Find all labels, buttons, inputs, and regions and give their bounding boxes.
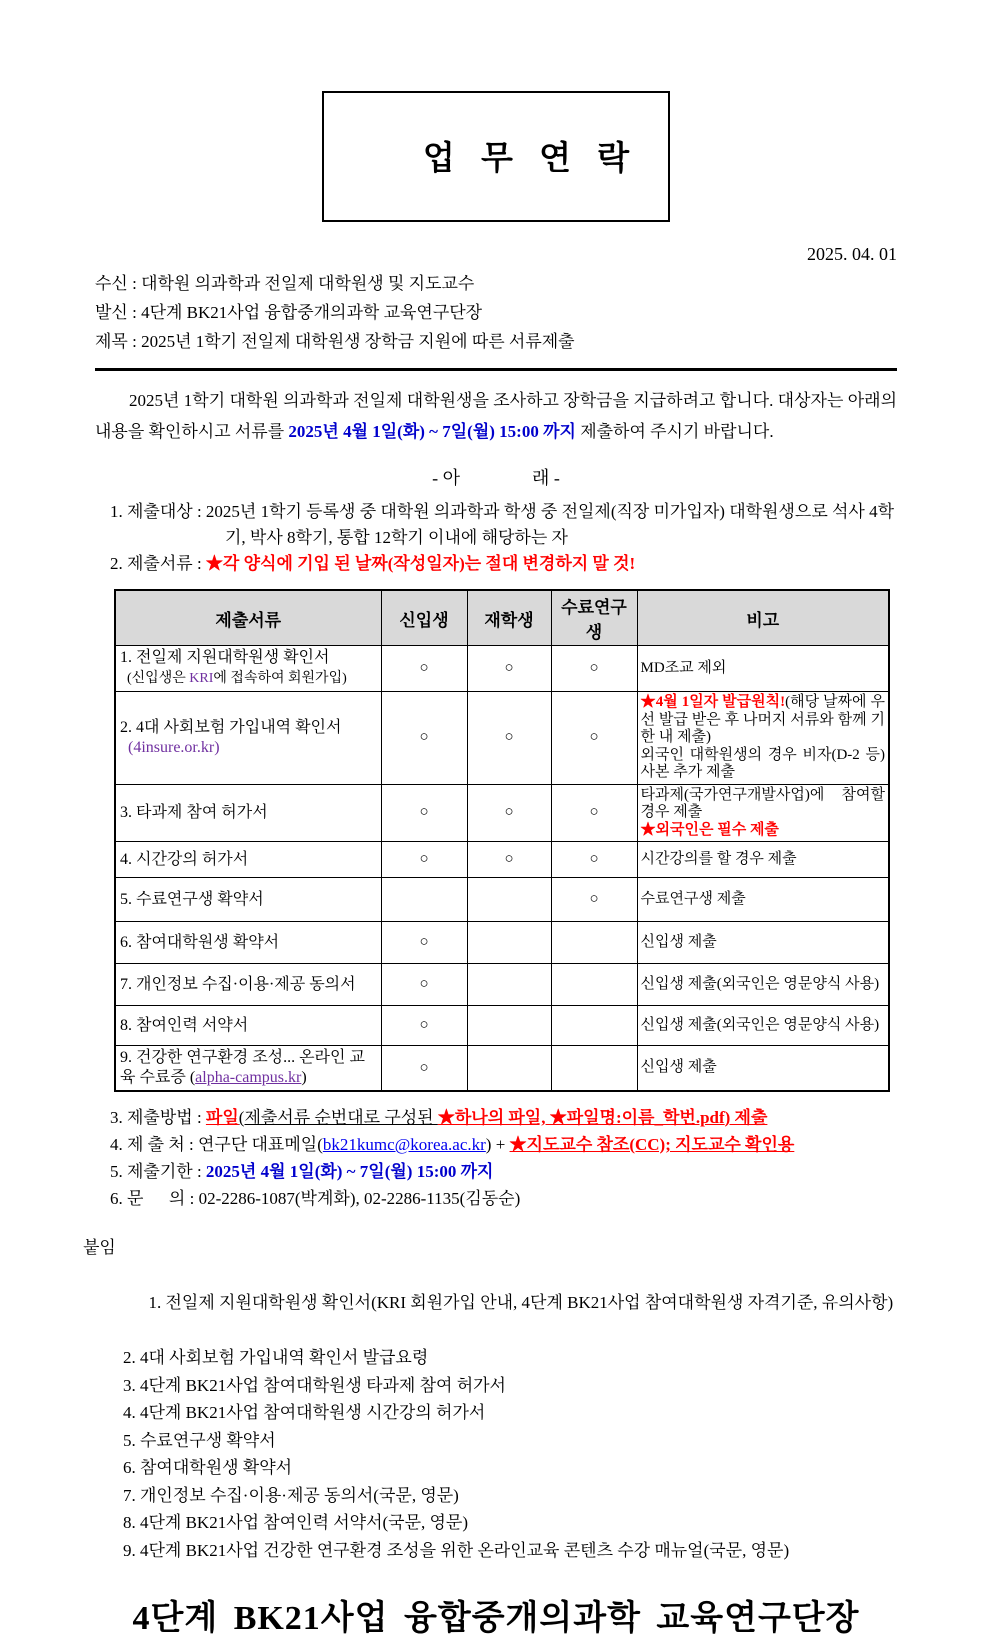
required-mark-cell [467, 1006, 551, 1046]
table-row [115, 964, 889, 1006]
table-row [115, 692, 889, 785]
required-mark-cell: ○ [551, 878, 637, 922]
text-segment: 4. 시간강의 허가서 [120, 850, 249, 868]
required-mark-cell: ○ [551, 842, 637, 878]
required-mark-cell: ○ [551, 784, 637, 842]
document-name-cell [115, 784, 381, 842]
text-segment: 2025년 4월 1일(화) ~ 7일(월) 15:00 까지 [205, 1162, 494, 1181]
text-segment: 수료연구생 제출 [640, 890, 746, 907]
column-header: 비고 [637, 590, 889, 646]
text-segment: ) + [485, 1135, 510, 1154]
remark-cell [637, 1046, 889, 1092]
remark-cell [637, 878, 889, 922]
inline-link[interactable]: alpha-campus.kr [195, 1069, 302, 1086]
list-item [95, 551, 897, 577]
table-row [115, 1046, 889, 1092]
table-row [115, 922, 889, 964]
signature-title: 4단계 BK21사업 융합중개의과학 교육연구단장 [132, 1600, 860, 1637]
remark-cell [637, 922, 889, 964]
attachment-item: 8. 4단계 BK21사업 참여인력 서약서(국문, 영문) [123, 1513, 469, 1532]
meta-line: 발신 : 4단계 BK21사업 융합중개의과학 교육연구단장 [95, 303, 483, 322]
text-segment: 6. 문 의 : 02-2286-1087(박계화), 02-2286-1135(김동순) [110, 1189, 521, 1208]
text-segment: ★하나의 파일, ★파일명:이름_학번.pdf [437, 1108, 725, 1127]
table-body [115, 646, 889, 1092]
text-segment: ) [301, 1069, 307, 1086]
attachment-item: 2. 4대 사회보험 가입내역 확인서 발급요령 [123, 1348, 429, 1367]
required-mark-cell: ○ [467, 646, 551, 692]
text-segment: (4insure.or.kr) [120, 738, 220, 756]
remark-cell [637, 842, 889, 878]
text-segment: 제출하여 주시기 바랍니다. [575, 422, 774, 441]
required-mark-cell [551, 922, 637, 964]
column-header: 제출서류 [115, 590, 381, 646]
remark-cell [637, 784, 889, 842]
text-segment: 8. 참여인력 서약서 [120, 1016, 249, 1034]
list-item [95, 1185, 897, 1212]
required-mark-cell [467, 964, 551, 1006]
attachment-first-line [83, 1234, 897, 1344]
required-mark-cell [467, 922, 551, 964]
table-row [115, 1006, 889, 1046]
column-header: 신입생 [381, 590, 467, 646]
required-mark-cell: ○ [381, 646, 467, 692]
document-page [0, 91, 992, 1639]
text-segment: 6. 참여대학원생 확약서 [120, 933, 280, 951]
document-name-cell [115, 842, 381, 878]
document-name-cell [115, 1006, 381, 1046]
text-segment: ★지도교수 참조(CC); 지도교수 확인용 [509, 1135, 795, 1154]
text-segment: 에 접속하여 회원가입) [213, 671, 347, 686]
text-segment: 2. 4대 사회보험 가입내역 확인서 [120, 718, 342, 736]
attachment-item: 1. 전일제 지원대학원생 확인서(KRI 회원가입 안내, 4단계 BK21사업 참여대학원생 자격기준, 유의사항) [148, 1293, 894, 1312]
required-mark-cell: ○ [467, 784, 551, 842]
column-header: 수료연구생 [551, 590, 637, 646]
text-segment: (해당 날짜에 우선 발급 받은 후 나머지 서류와 함께 기한 내 제출) [640, 694, 885, 745]
text-segment: 신입생 제출(외국인은 영문양식 사용) [640, 975, 880, 992]
attachment-item: 7. 개인정보 수집·이용·제공 동의서(국문, 영문) [123, 1485, 459, 1505]
text-segment: MD조교 제외 [640, 659, 727, 676]
text-segment: 1. 제출대상 : 2025년 1학기 등록생 중 대학원 의과학과 학생 중 전일제(직장 미가입자) 대학원생으로 석사 4학기, 박사 8학기, 통합 12학기 이내에 해당하는 자 [110, 502, 895, 547]
column-header: 재학생 [467, 590, 551, 646]
attachment-item: 6. 참여대학원생 확약서 [123, 1458, 293, 1477]
text-segment: 4. 제 출 처 : 연구단 대표메일( [110, 1135, 323, 1154]
document-name-cell [115, 1046, 381, 1092]
required-mark-cell: ○ [551, 646, 637, 692]
remark-cell [637, 692, 889, 785]
required-mark-cell: ○ [467, 692, 551, 785]
required-mark-cell: ○ [381, 922, 467, 964]
required-mark-cell [467, 1046, 551, 1092]
table-row [115, 646, 889, 692]
table-header-row [115, 590, 889, 646]
text-segment: 시간강의를 할 경우 제출 [640, 850, 797, 867]
document-date: 2025. 04. 01 [807, 244, 897, 264]
attachment-item: 4. 4단계 BK21사업 참여대학원생 시간강의 허가서 [123, 1403, 486, 1422]
remark-cell [637, 964, 889, 1006]
document-title: 업 무 연 락 [422, 141, 639, 177]
list-item [95, 1158, 897, 1185]
list-item [95, 499, 897, 551]
text-segment: ★외국인은 필수 제출 [640, 821, 779, 838]
document-name-cell [115, 646, 381, 692]
required-mark-cell: ○ [381, 1046, 467, 1092]
table-row [115, 878, 889, 922]
required-mark-cell: ○ [551, 692, 637, 785]
text-segment: KRI [189, 671, 214, 686]
text-segment: 3. 제출방법 : [110, 1108, 206, 1127]
table-row [115, 842, 889, 878]
text-segment: 외국인 대학원생의 경우 비자(D-2 등) 사본 추가 제출 [640, 746, 885, 780]
remark-cell [637, 646, 889, 692]
text-segment: 파일 [205, 1108, 239, 1127]
required-mark-cell: ○ [467, 842, 551, 878]
text-segment: ★4월 1일자 발급원칙! [640, 694, 786, 710]
attachments-label: 붙임 [83, 1238, 116, 1257]
text-segment: ) 제출 [724, 1108, 768, 1127]
required-mark-cell: ○ [381, 1006, 467, 1046]
text-segment: 타과제(국가연구개발사업)에 참여할 경우 제출 [640, 786, 885, 820]
required-mark-cell [551, 964, 637, 1006]
required-mark-cell [551, 1046, 637, 1092]
document-title-box [322, 91, 670, 222]
required-mark-cell [467, 878, 551, 922]
required-mark-cell: ○ [381, 692, 467, 785]
text-segment: 2. 제출서류 : [110, 554, 206, 573]
text-segment: (신입생은 [120, 671, 190, 686]
remark-cell [637, 1006, 889, 1046]
document-name-cell [115, 692, 381, 785]
required-mark-cell: ○ [381, 784, 467, 842]
document-name-cell [115, 922, 381, 964]
required-mark-cell [381, 878, 467, 922]
meta-line: 제목 : 2025년 1학기 전일제 대학원생 장학금 지원에 따른 서류제출 [95, 332, 575, 351]
attachment-rest [83, 1344, 897, 1564]
meta-line: 수신 : 대학원 의과학과 전일제 대학원생 및 지도교수 [95, 274, 475, 293]
intro-paragraph [95, 385, 897, 447]
text-segment: 2025년 1학기 대학원 의과학과 전일제 대학원생을 조사하고 장학금을 지급하려고 합니다. 대상자는 아래의 내용을 확인하시고 서류를 [95, 391, 897, 441]
inline-link[interactable]: bk21kumc@korea.ac.kr [322, 1135, 486, 1154]
attachment-item: 5. 수료연구생 확약서 [123, 1430, 276, 1450]
list-item [95, 1104, 897, 1131]
list-item [95, 1131, 897, 1158]
text-segment: 신입생 제출 [640, 933, 717, 950]
attachments-block [83, 1234, 897, 1564]
text-segment: 1. 전일제 지원대학원생 확인서 [120, 649, 330, 666]
text-segment: 5. 수료연구생 확약서 [120, 890, 264, 908]
text-segment: 5. 제출기한 : [110, 1162, 206, 1181]
table-row [115, 784, 889, 842]
document-name-cell [115, 964, 381, 1006]
text-segment: (제출서류 순번대로 구성된 [238, 1108, 438, 1127]
required-mark-cell [551, 1006, 637, 1046]
required-mark-cell: ○ [381, 964, 467, 1006]
numbered-list-top [95, 499, 897, 577]
attachment-item: 9. 4단계 BK21사업 건강한 연구환경 조성을 위한 온라인교육 콘텐츠 수강 매뉴얼(국문, 영문) [123, 1540, 790, 1560]
text-segment: 3. 타과제 참여 허가서 [120, 803, 268, 821]
meta-block [95, 269, 897, 356]
numbered-list-bottom [95, 1104, 897, 1212]
document-name-cell [115, 878, 381, 922]
text-segment: 2025년 4월 1일(화) ~ 7일(월) 15:00 까지 [288, 422, 576, 441]
attachment-item: 3. 4단계 BK21사업 참여대학원생 타과제 참여 허가서 [123, 1375, 506, 1395]
documents-table [114, 589, 890, 1092]
arae-separator: - 아 래 - [432, 468, 560, 488]
header-divider [95, 368, 897, 371]
text-segment: 7. 개인정보 수집·이용·제공 동의서 [120, 975, 356, 993]
text-segment: ★각 양식에 기입 된 날짜(작성일자)는 절대 변경하지 말 것! [205, 554, 636, 573]
text-segment: 신입생 제출 [640, 1059, 717, 1076]
text-segment: 9. 건강한 연구환경 조성... 온라인 교육 수료증 ( [120, 1049, 365, 1086]
text-segment: 신입생 제출(외국인은 영문양식 사용) [640, 1016, 880, 1033]
required-mark-cell: ○ [381, 842, 467, 878]
